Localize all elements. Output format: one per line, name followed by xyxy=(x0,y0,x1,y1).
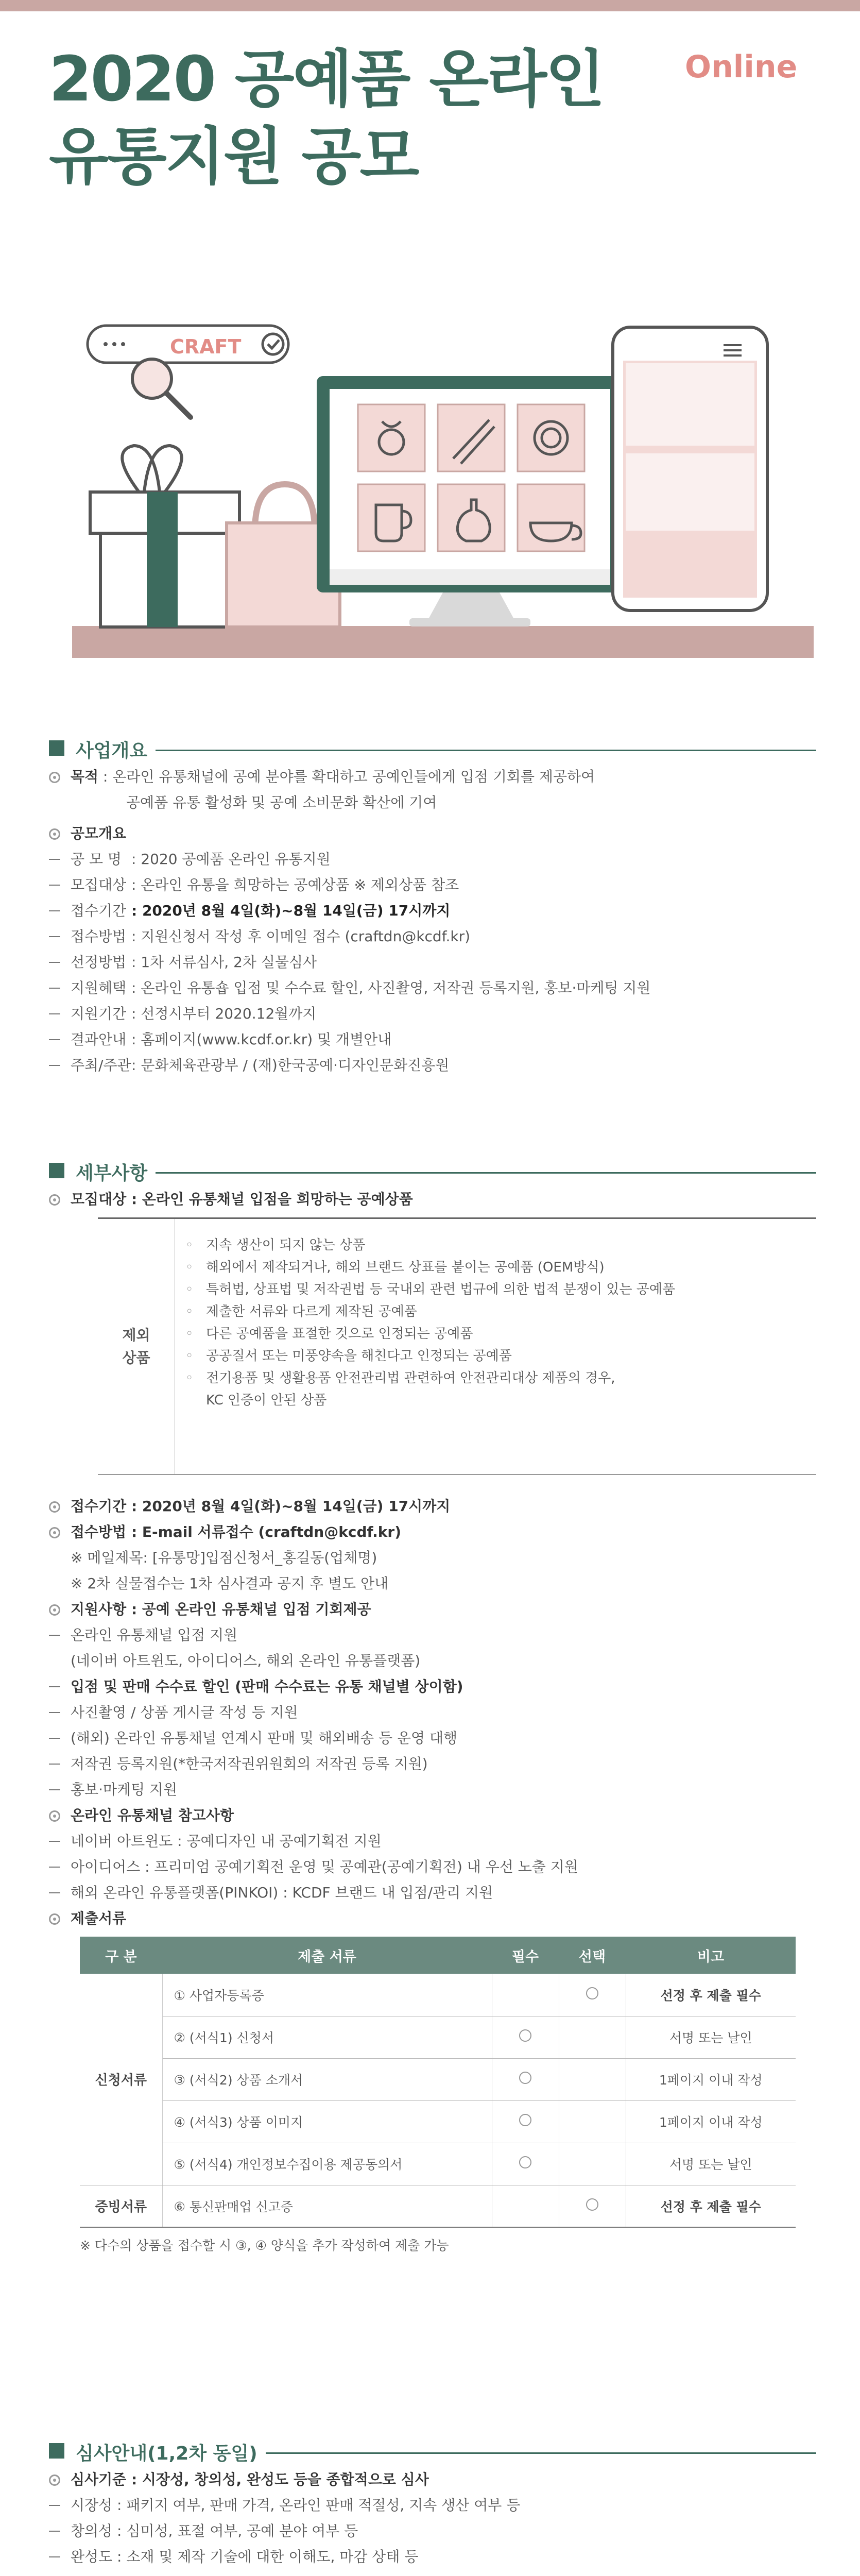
review-list xyxy=(49,2493,816,2570)
support-row: 지원사항 : 공예 온라인 유통채널 입점 기회제공 xyxy=(49,1597,816,1622)
channel-item: 네이버 아트윈도 : 공예디자인 내 공예기획전 지원 xyxy=(49,1828,816,1854)
bullet-dash-icon xyxy=(49,1867,60,1868)
excluded-label: 제외 상품 xyxy=(98,1219,175,1474)
table-row: 증빙서류 ⑥ 통신판매업 신고증 선정 후 제출 필수 xyxy=(80,2185,796,2227)
period-row: 접수기간 : 2020년 8월 4일(화)~8월 14일(금) 17시까지 xyxy=(49,1494,816,1519)
overview-item: 접수방법 : 지원신청서 작성 후 이메일 접수 (craftdn@kcdf.kr) xyxy=(49,924,816,950)
bullet-dash-icon xyxy=(49,1013,60,1014)
table-row: ⑤ (서식4) 개인정보수집이용 제공동의서 서명 또는 날인 xyxy=(80,2143,796,2185)
overview-item: 모집대상 : 온라인 유통을 희망하는 공예상품 ※ 제외상품 참조 xyxy=(49,872,816,898)
online-label: Online xyxy=(685,49,798,85)
bullet-ring-icon xyxy=(49,1810,60,1822)
optional-circle-icon xyxy=(586,1987,598,1999)
excluded-list xyxy=(185,1234,675,1412)
bullet-dash-icon xyxy=(49,1686,60,1687)
channel-item: 아이디어스 : 프리미엄 공예기획전 운영 및 공예관(공예기획전) 내 우선 노출 지원 xyxy=(49,1854,816,1880)
bullet-dash-icon xyxy=(49,2531,60,2532)
search-word: CRAFT xyxy=(170,335,242,358)
review-item: 시장성 : 패키지 여부, 판매 가격, 온라인 판매 적절성, 지속 생산 여부 등 xyxy=(49,2493,816,2518)
bullet-dash-icon xyxy=(49,859,60,860)
overview-item: 주최/주관 : 문화체육관광부 / (재)한국공예·디자인문화진흥원 xyxy=(49,1053,816,1078)
bullet-dot-icon: ◦ xyxy=(185,1260,194,1275)
support-item: 저작권 등록지원(*한국저작권위원회의 저작권 등록 지원) xyxy=(49,1751,816,1777)
title-line-2: 유통지원 공모 xyxy=(49,121,418,193)
table-header-row: 구 분 제출 서류 필수 선택 비고 xyxy=(80,1937,796,1974)
excluded-item: KC 인증이 안된 상품 xyxy=(206,1393,327,1408)
excluded-item: ◦ 해외에서 제작되거나, 해외 브랜드 상표를 붙이는 공예품 (OEM방식) xyxy=(185,1257,675,1279)
section-heading xyxy=(49,734,816,761)
required-circle-icon xyxy=(519,2156,531,2168)
bullet-dash-icon xyxy=(49,1764,60,1765)
support-item: 온라인 유통채널 입점 지원 xyxy=(49,1622,816,1648)
bullet-dash-icon xyxy=(49,1789,60,1790)
bullet-ring-icon xyxy=(49,1604,60,1616)
bullet-ring-icon xyxy=(49,1527,60,1538)
illustration xyxy=(0,289,860,680)
gift-box-icon xyxy=(90,446,239,627)
overview-section xyxy=(49,734,816,1078)
method-note-1: ※ 메일제목: [유통망]입점신청서_홍길동(업체명) xyxy=(71,1549,377,1566)
review-item: 완성도 : 소재 및 제작 기술에 대한 이해도, 마감 상태 등 xyxy=(49,2544,816,2570)
overview-item: 결과안내 : 홈페이지(www.kcdf.or.kr) 및 개별안내 xyxy=(49,1027,816,1053)
target-row: 모집대상 : 온라인 유통채널 입점을 희망하는 공예상품 xyxy=(49,1187,816,1212)
overview-item: 지원혜택 : 온라인 유통숍 입점 및 수수료 할인, 사진촬영, 저작권 등록지원, 홍보·마케팅 지원 xyxy=(49,975,816,1001)
phone-icon xyxy=(613,327,767,611)
monitor-icon xyxy=(317,376,623,626)
details-section xyxy=(49,1157,816,2264)
overview-item: 지원기간 : 선정시부터 2020.12월까지 xyxy=(49,1001,816,1027)
excluded-item: ◦ 지속 생산이 되지 않는 상품 xyxy=(185,1234,675,1257)
section-marker xyxy=(49,1163,64,1178)
overview-item: 접수기간 : 2020년 8월 4일(화)~8월 14일(금) 17시까지 xyxy=(49,898,816,924)
top-band xyxy=(0,0,860,11)
bullet-dot-icon: ◦ xyxy=(185,1326,194,1342)
bullet-dash-icon xyxy=(49,1065,60,1066)
table-row: 신청서류 ① 사업자등록증 선정 후 제출 필수 xyxy=(80,1974,796,2016)
review-section xyxy=(49,2437,816,2570)
criteria-row: 심사기준 : 시장성, 창의성, 완성도 등을 종합적으로 심사 xyxy=(49,2467,816,2493)
support-item: (해외) 온라인 유통채널 연계시 판매 및 해외배송 등 운영 대행 xyxy=(49,1725,816,1751)
bullet-dot-icon: ◦ xyxy=(185,1238,194,1253)
review-item: 창의성 : 심미성, 표절 여부, 공예 분야 여부 등 xyxy=(49,2518,816,2544)
table-row: ③ (서식2) 상품 소개서 1페이지 이내 작성 xyxy=(80,2058,796,2100)
optional-circle-icon xyxy=(586,2198,598,2211)
support-item: 홍보·마케팅 지원 xyxy=(49,1777,816,1803)
section-marker xyxy=(49,2443,64,2459)
table-row: ④ (서식3) 상품 이미지 1페이지 이내 작성 xyxy=(80,2100,796,2143)
bullet-dash-icon xyxy=(49,1039,60,1040)
excluded-products-box xyxy=(98,1217,816,1475)
bullet-dot-icon: ◦ xyxy=(185,1282,194,1297)
bullet-dash-icon xyxy=(49,1738,60,1739)
section-marker xyxy=(49,740,64,756)
title-line-1: 2020 공예품 온라인 xyxy=(49,44,604,115)
bullet-dash-icon xyxy=(49,910,60,911)
section-heading xyxy=(49,2437,816,2464)
overview-heading: 사업개요 xyxy=(76,736,156,762)
required-circle-icon xyxy=(519,2114,531,2126)
required-circle-icon xyxy=(519,2072,531,2084)
bullet-ring-icon xyxy=(49,2475,60,2486)
channel-item: 해외 온라인 유통플랫폼(PINKOI) : KCDF 브랜드 내 입점/관리 지원 xyxy=(49,1880,816,1906)
bullet-dash-icon xyxy=(49,885,60,886)
support-item: 사진촬영 / 상품 게시글 작성 등 지원 xyxy=(49,1700,816,1725)
support-item: (네이버 아트윈도, 아이디어스, 해외 온라인 유통플랫폼) xyxy=(71,1652,421,1669)
details-heading: 세부사항 xyxy=(76,1159,156,1185)
purpose-row-2: 공예품 유통 활성화 및 공예 소비문화 확산에 기여 xyxy=(126,794,437,811)
bullet-ring-icon xyxy=(49,772,60,783)
required-circle-icon xyxy=(519,2029,531,2042)
docs-row: 제출서류 xyxy=(49,1906,816,1937)
overview-item: 선정방법 : 1차 서류심사, 2차 실물심사 xyxy=(49,950,816,975)
documents-table xyxy=(80,1937,796,2228)
bullet-ring-icon xyxy=(49,1913,60,1925)
bullet-dot-icon: ◦ xyxy=(185,1370,194,1386)
purpose-row: 목적 : 온라인 유통채널에 공예 분야를 확대하고 공예인들에게 입점 기회를 제공하여 xyxy=(49,764,816,790)
bullet-ring-icon xyxy=(49,1194,60,1206)
overview-list xyxy=(49,846,816,1078)
method-note-2: ※ 2차 실물접수는 1차 심사결과 공지 후 별도 안내 xyxy=(71,1575,389,1592)
bullet-dash-icon xyxy=(49,1892,60,1893)
bullet-dash-icon xyxy=(49,962,60,963)
floor-band xyxy=(72,626,814,658)
review-heading: 심사안내(1,2차 동일) xyxy=(76,2439,266,2465)
bullet-dash-icon xyxy=(49,2556,60,2557)
bullet-dash-icon xyxy=(49,2505,60,2506)
section-heading xyxy=(49,1157,816,1184)
channel-list xyxy=(49,1828,816,1906)
bullet-dash-icon xyxy=(49,988,60,989)
bullet-dash-icon xyxy=(49,936,60,937)
excluded-item: ◦ 다른 공예품을 표절한 것으로 인정되는 공예품 xyxy=(185,1323,675,1345)
excluded-item: ◦ 특허법, 상표법 및 저작권법 등 국내외 관련 법규에 의한 법적 분쟁이 있는 공예품 xyxy=(185,1279,675,1301)
excluded-item: ◦ 제출한 서류와 다르게 제작된 공예품 xyxy=(185,1301,675,1323)
bullet-dash-icon xyxy=(49,1712,60,1713)
bullet-dash-icon xyxy=(49,1635,60,1636)
bullet-dash-icon xyxy=(49,1841,60,1842)
channels-row: 온라인 유통채널 참고사항 xyxy=(49,1803,816,1828)
table-row: ② (서식1) 신청서 서명 또는 날인 xyxy=(80,2016,796,2058)
method-row: 접수방법 : E-mail 서류접수 (craftdn@kcdf.kr) xyxy=(49,1519,816,1545)
excluded-item: ◦ 전기용품 및 생활용품 안전관리법 관련하여 안전관리대상 제품의 경우, xyxy=(185,1367,675,1389)
overview-item: 공 모 명 : 2020 공예품 온라인 유통지원 xyxy=(49,846,816,872)
table-note: ※ 다수의 상품을 접수할 시 ③, ④ 양식을 추가 작성하여 제출 가능 xyxy=(80,2238,449,2253)
bullet-ring-icon xyxy=(49,828,60,840)
support-item: 입점 및 판매 수수료 할인 (판매 수수료는 유통 채널별 상이함) xyxy=(49,1674,816,1700)
bullet-dot-icon: ◦ xyxy=(185,1348,194,1364)
bullet-ring-icon xyxy=(49,1501,60,1513)
excluded-item: ◦ 공공질서 또는 미풍양속을 해친다고 인정되는 공예품 xyxy=(185,1345,675,1367)
bullet-dot-icon: ◦ xyxy=(185,1304,194,1319)
support-list xyxy=(49,1622,816,1803)
contest-label-row: 공모개요 xyxy=(49,821,816,846)
